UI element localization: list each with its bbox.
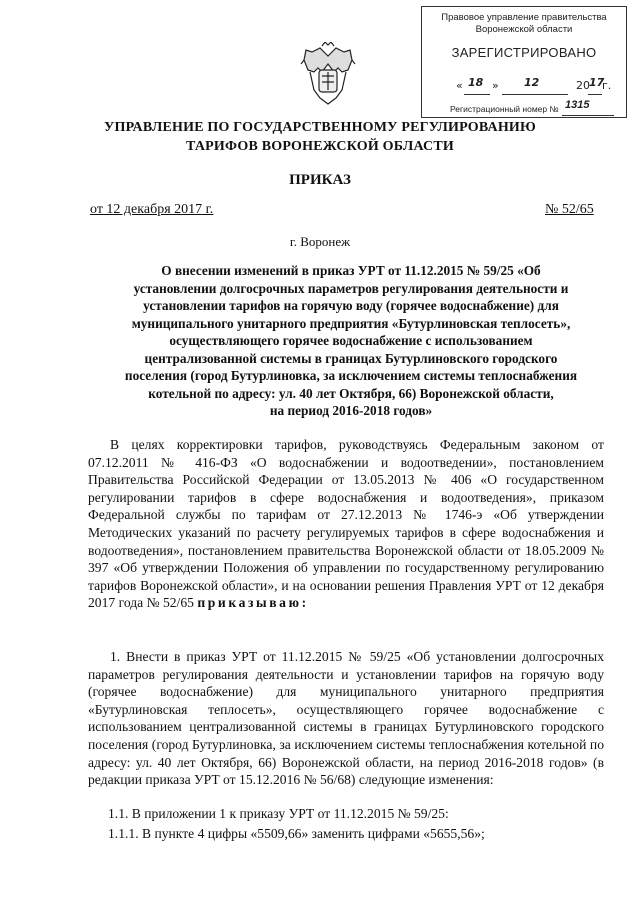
stamp-registered-label: ЗАРЕГИСТРИРОВАНО — [451, 45, 597, 60]
header-line-1: УПРАВЛЕНИЕ ПО ГОСУДАРСТВЕННОМУ РЕГУЛИРОВАНИЮ — [104, 120, 536, 135]
preamble-paragraph: В целях корректировки тарифов, руководствуясь Федеральным законом от 07.12.2011 № 416-ФЗ «О водоснабжении и водоотведении», постановлением Правительства Российской Федерации от 13.05.2013 № 406 «О государственном регулировании тарифов в сфере водоснабжения и водоотведения», приказом Федеральной службы по тарифам от 27.12.2013 № 1746-э «Об утверждении Методических указаний по расчету регулируемых тарифов в сфере водоснабжения и водоотведения», постановлением правительства Воронежской области от 18.05.2009 № 397 «Об утверждении Положения об управлении по государственному регулированию тарифов Воронежской области», и на основании решения Правления УРТ от 12 декабря 2017 года № 52/65 приказываю: — [88, 437, 604, 611]
order-title: ПРИКАЗ — [289, 172, 351, 188]
header-line-2: ТАРИФОВ ВОРОНЕЖСКОЙ ОБЛАСТИ — [186, 139, 454, 154]
stamp-organization: Правовое управление правительства Воронежской области — [441, 12, 607, 35]
coat-of-arms-icon — [300, 42, 356, 108]
stamp-year: 17 — [589, 76, 605, 89]
item-1-1-1: 1.1.1. В пункте 4 цифры «5509,66» заменить цифрами «5655,56»; — [108, 826, 485, 841]
registration-stamp — [421, 6, 627, 118]
order-city: г. Воронеж — [289, 234, 351, 249]
item-1-1: 1.1. В приложении 1 к приказу УРТ от 11.12.2015 № 59/25: — [108, 806, 449, 821]
order-number: № 52/65 — [545, 202, 594, 217]
stamp-reg-number-value: 1315 — [565, 99, 590, 111]
order-subject: О внесении изменений в приказ УРТ от 11.12.2015 № 59/25 «Об установлении долгосрочных параметров регулирования деятельности и установлении тарифов на горячую воду (горячее водоснабжение) для муниципального унитарного предприятия «Бутурлиновская теплосеть», осуществляющего горячее водоснабжение с использованием централизованной системы в границах Бутурлиновского городского поселения (город Бутурлиновка, за исключением системы теплоснабжения котельной по адресу: ул. 40 лет Октября, 66) Воронежской области, на период 2016-2018 годов» — [124, 263, 578, 418]
stamp-date: « 18 » 12 20 17 г. — [452, 79, 612, 95]
stamp-reg-number: Регистрационный номер № 1315 — [450, 104, 626, 114]
order-date: от 12 декабря 2017 г. — [90, 202, 214, 217]
stamp-month: 12 — [524, 76, 540, 89]
stamp-day: 18 — [468, 76, 484, 89]
order-word: приказываю: — [197, 595, 309, 611]
item-1-paragraph: 1. Внести в приказ УРТ от 11.12.2015 № 59/25 «Об установлении долгосрочных параметров регулирования деятельности и установлении тарифов на горячую воду (горячее водоснабжение) для муниципального унитарного предприятия «Бутурлиновская теплосеть», осуществляющего горячее водоснабжение с использованием централизованной системы в границах Бутурлиновского городского поселения (город Бутурлиновка, за исключением системы теплоснабжения котельной по адресу: ул. 40 лет Октября, 66) Воронежской области, на период 2016-2018 годов» (в редакции приказа УРТ от 15.12.2016 № 56/68) следующие изменения: — [88, 649, 604, 788]
